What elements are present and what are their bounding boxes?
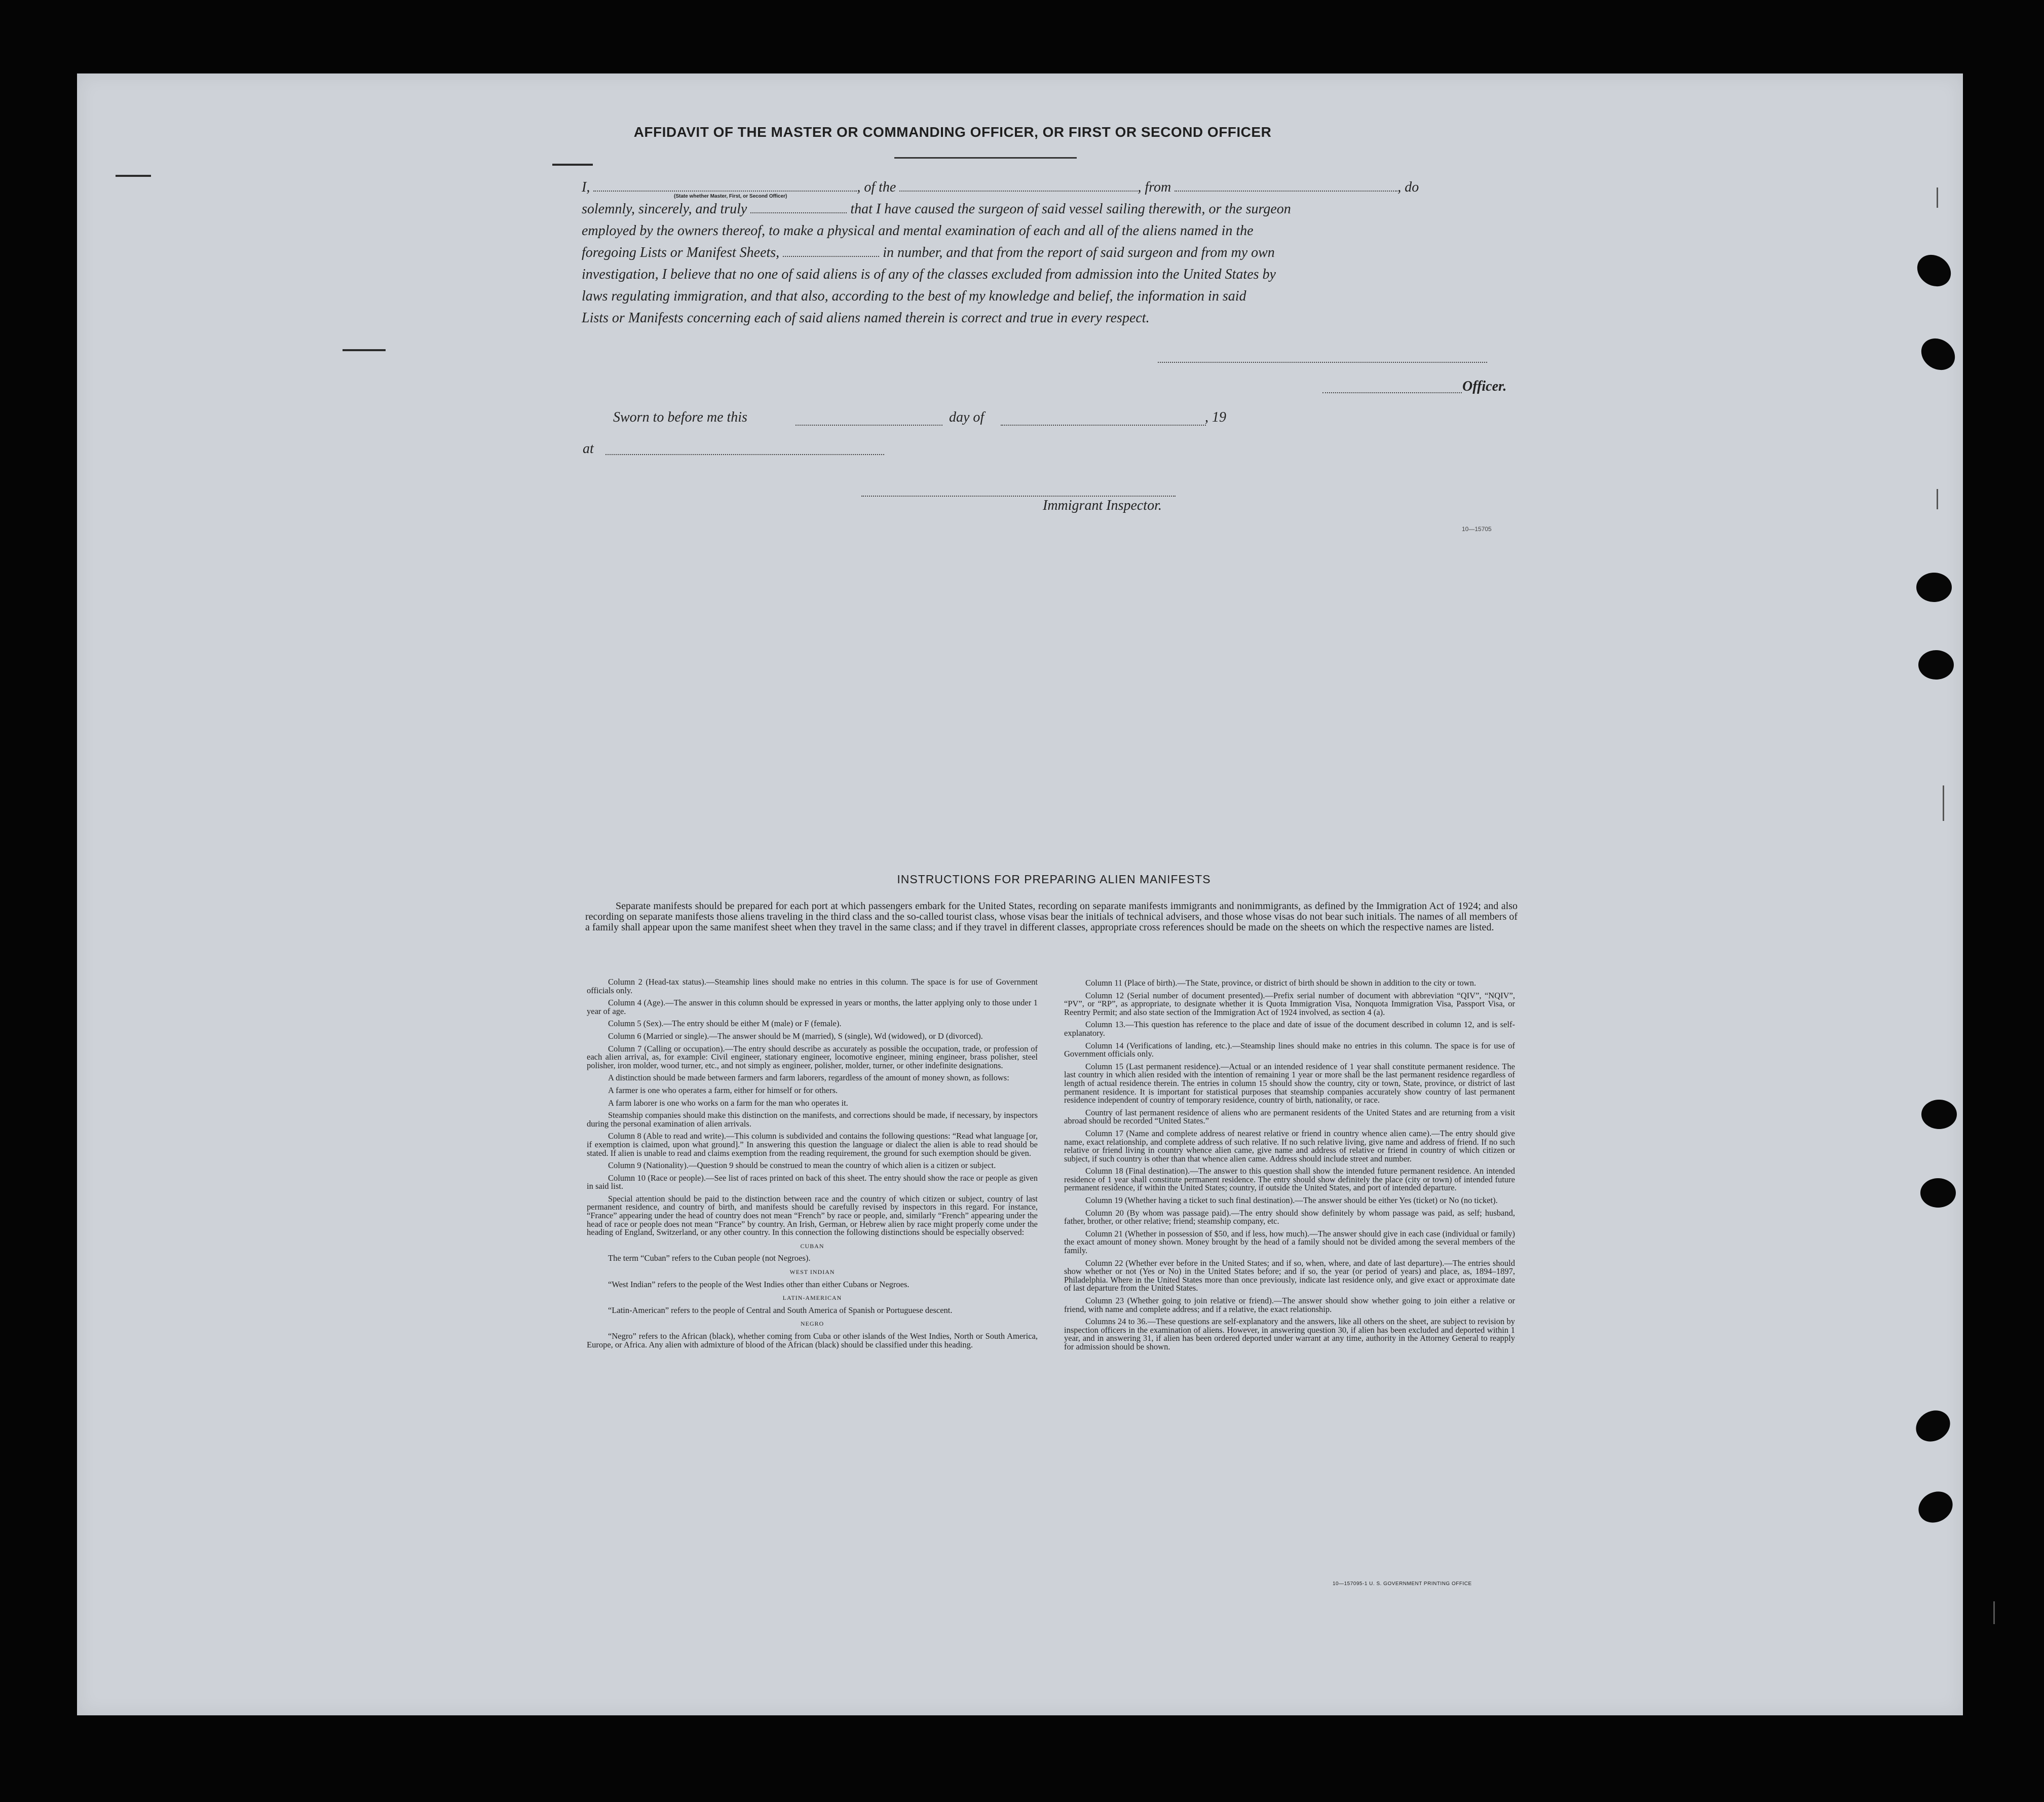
instructions-title: INSTRUCTIONS FOR PREPARING ALIEN MANIFESTS [897,873,1211,886]
instruction-paragraph: Column 5 (Sex).—The entry should be either M (male) or F (female). [608,1019,842,1029]
inspector-label: Immigrant Inspector. [1043,498,1162,513]
instruction-paragraph: Columns 24 to 36.—These questions are self-explanatory and the answers, like all others on the sheet, are subject to revision by inspection officers in the examination of aliens. However, in answering question 30, if alien has been excluded and deported within 1 year, and in answering 31, if alien has been ordered deported under warrant at any time, authority in the Attorney General to reapply for admission should be shown. [1064,1317,1515,1352]
inspector-signature-line[interactable] [861,495,1176,497]
affidavit-of: , of the [857,179,896,195]
affidavit-line3: employed by the owners thereof, to make a physical and mental examination of each and all of the aliens named in the [582,223,1254,239]
stray-mark [343,349,386,351]
instruction-paragraph: Steamship companies should make this distinction on the manifests, and corrections should be made, if necessary, by inspectors during the personal examination of alien arrivals. [587,1110,1038,1129]
stray-mark [552,164,593,166]
instruction-paragraph: Special attention should be paid to the distinction between race and the country of which citizen or subject, country of last permanent residence, and country of birth, and manifests should be carefully revised by inspectors in this regard. For instance, “France” appearing under the head of country does not mean “French” by race or people, and, similarly “French” appearing under the head of race or people does not mean “France” by country. An Irish, German, or Hebrew alien by race might properly come under the heading of England, Switzerland, or any other country. In this connection the following distinctions should be especially observed: [587,1193,1038,1237]
sheet-count-field[interactable] [783,253,879,257]
stray-mark [116,175,151,177]
instruction-paragraph: Column 23 (Whether going to join relative or friend).—The answer should show whether going to join either a relative or friend, with name and complete address; and if a relative, the exact relationship. [1064,1296,1515,1314]
officer-label: Officer. [1462,379,1507,394]
instruction-paragraph: Column 11 (Place of birth).—The State, province, or district of birth should be shown in addition to the city or town. [1085,978,1477,988]
sworn-day-field[interactable] [796,424,942,426]
affidavit-do: , do [1397,179,1419,195]
instruction-paragraph: Column 14 (Verifications of landing, etc.).—Steamship lines should make no entries in this column. The space is for use of Government officials only. [1064,1040,1515,1059]
subheading-latin-american: LATIN-AMERICAN [782,1294,842,1302]
affidavit-line7: Lists or Manifests concerning each of said aliens named therein is correct and true in every respect. [582,310,1150,326]
instruction-paragraph: Column 4 (Age).—The answer in this column should be expressed in years or months, the latter applying only to those under 1 year of age. [587,998,1038,1016]
edge-tick [1937,187,1938,208]
instruction-paragraph: Column 6 (Married or single).—The answer should be M (married), S (single), Wd (widowed), or D (divorced). [608,1031,983,1041]
instruction-paragraph: Column 18 (Final destination).—The answer to this question shall show the intended future permanent residence. An intended residence of 1 year shall constitute permanent residence. The entry should show definitely the place (city or town) of intended future permanent residence, if within the United States; country, if outside the United States, and port of intended departure. [1064,1166,1515,1193]
subheading-cuban: CUBAN [800,1242,824,1250]
rank-note: (State whether Master, First, or Second Officer) [674,194,787,199]
definition-negro: “Negro” refers to the African (black), whether coming from Cuba or other islands of the West Indies, North or South America, Europe, or Africa. Any alien with admixture of blood of the African (black) should be classified under this heading. [587,1331,1038,1349]
affidavit-i: I, [582,179,590,195]
printing-office-code: 10—157095-1 U. S. GOVERNMENT PRINTING OFFICE [1333,1581,1472,1587]
subheading-west-indian: WEST INDIAN [789,1268,835,1276]
affidavit-line5: investigation, I believe that no one of said aliens is of any of the classes excluded from admission into the United States by [582,267,1276,282]
binder-hole [1918,650,1954,680]
instruction-paragraph: Column 15 (Last permanent residence).—Actual or an intended residence of 1 year shall constitute permanent residence. The last country in which alien resided with the intention of remaining 1 year or more shall be the last permanent residence regardless of length of actual residence therein. The entries in column 15 should show the country, city or town, State, province, or district of last permanent residence. It is important for statistical purposes that steamship companies accurately show country of last permanent residence independent of country of temporary residence, country of birth, nationality, or race. [1064,1061,1515,1105]
definition-latin-american: “Latin-American” refers to the people of Central and South America of Spanish or Portuguese descent. [608,1305,953,1315]
officer-rank-field[interactable] [593,187,857,192]
affidavit-from: , from [1138,179,1171,195]
affidavit-title: AFFIDAVIT OF THE MASTER OR COMMANDING OFFICER, OR FIRST OR SECOND OFFICER [633,124,1272,140]
vessel-field[interactable] [899,187,1138,192]
instruction-paragraph: A farmer is one who operates a farm, either for himself or for others. [608,1085,838,1095]
instruction-paragraph: Column 9 (Nationality).—Question 9 should be construed to mean the country of which alien is a citizen or subject. [608,1160,996,1171]
year-label: , 19 [1205,409,1226,425]
affidavit-line6: laws regulating immigration, and that also, according to the best of my knowledge and belief, the information in said [582,288,1246,304]
definition-west-indian: “West Indian” refers to the people of the West Indies other than either Cubans or Negroes. [608,1279,910,1289]
subheading-negro: NEGRO [800,1320,824,1328]
affidavit-line2b: that I have caused the surgeon of said vessel sailing therewith, or the surgeon [850,201,1291,217]
affidavit-text [582,176,1514,329]
oath-field[interactable] [750,209,847,213]
instruction-paragraph: Column 7 (Calling or occupation).—The entry should describe as accurately as possible the occupation, trade, or profession of each alien arrival, as, for example: Civil engineer, stationary engineer, locomotive engineer, mining engineer, brass polisher, steel polisher, iron molder, wood turner, etc., and not simply as engineer, polisher, molder, turner, or other indefinite designations. [587,1043,1038,1070]
instruction-paragraph: Column 10 (Race or people).—See list of races printed on back of this sheet. The entry should show the race or people as given in said list. [587,1173,1038,1191]
instruction-paragraph: Column 13.—This question has reference to the place and date of issue of the document described in column 12, and is self-explanatory. [1064,1020,1515,1038]
instructions-right-column [1064,979,1515,1356]
form-code: 10—15705 [1462,525,1492,533]
officer-title-line[interactable] [1322,391,1462,393]
instruction-paragraph: A distinction should be made between farmers and farm laborers, regardless of the amount of money shown, as follows: [608,1073,1009,1083]
binder-hole [1920,1178,1956,1208]
sworn-month-field[interactable] [1001,424,1206,426]
sworn-place-field[interactable] [605,453,884,455]
instruction-paragraph: A farm laborer is one who works on a farm for the man who operates it. [608,1098,848,1108]
at-label: at [583,441,594,457]
instruction-paragraph: Column 21 (Whether in possession of $50, and if less, how much).—The answer should give in each case (individual or family) the exact amount of money shown. Money brought by the head of a family should not be divided among the several members of the family. [1064,1228,1515,1256]
affidavit-line4a: foregoing Lists or Manifest Sheets, [582,245,780,260]
edge-tick [1937,489,1938,509]
instruction-paragraph: Column 12 (Serial number of document presented).—Prefix serial number of document with abbreviation “QIV”, “NQIV”, “PV”, or “RP”, as appropriate, to designate whether it is Quota Immigration Visa, Nonquota Immigration Visa, Passport Visa, or Reentry Permit; and also state section of the Immigration Act of 1924 involved, as section 4 (a). [1064,990,1515,1017]
binder-hole [1916,573,1952,602]
instructions-intro: Separate manifests should be prepared for each port at which passengers embark for the United States, recording on separate manifests immigrants and nonimmigrants, as defined by the Immigration Act of 1924; and also recording on separate manifests those aliens traveling in the third class and the so-called tourist class, whose visas bear the initials of technical advisers, and those whose visas do not bear such initials. The names of all members of a family shall appear upon the same manifest sheet when they travel in the same class; and if they travel in different classes, appropriate cross references should be made on the sheets on which the respective names are listed. [585,900,1518,933]
day-of-label: day of [949,409,985,425]
instructions-left-column [587,978,1038,1353]
title-underline [894,157,1077,159]
affidavit-line4b: in number, and that from the report of said surgeon and from my own [883,245,1275,260]
officer-signature-line[interactable] [1158,361,1487,363]
instruction-paragraph: Column 2 (Head-tax status).—Steamship lines should make no entries in this column. The space is for use of Government officials only. [587,977,1038,995]
instruction-paragraph: Column 22 (Whether ever before in the United States; and if so, when, where, and date of last departure).—The entries should show whether or not (Yes or No) in the United States before; and if so, the year (or period of years) and place, as, 1894–1897, Philadelphia. Where in the United States more than once previously, indicate last residence only, and give exact or approximate date of last departure from the United States. [1064,1258,1515,1293]
instruction-paragraph: Country of last permanent residence of aliens who are permanent residents of the United States and are returning from a visit abroad should be recorded “United States.” [1064,1107,1515,1126]
definition-cuban: The term “Cuban” refers to the Cuban people (not Negroes). [608,1253,811,1263]
from-port-field[interactable] [1175,187,1397,192]
affidavit-line2a: solemnly, sincerely, and truly [582,201,747,217]
instruction-paragraph: Column 20 (By whom was passage paid).—The entry should show definitely by whom passage was paid, as self; husband, father, brother, or other relative; friend; steamship company, etc. [1064,1208,1515,1226]
binder-hole [1921,1100,1957,1129]
edge-tick [1943,785,1944,821]
instruction-paragraph: Column 17 (Name and complete address of nearest relative or friend in country whence alien came).—The entry should give name, exact relationship, and complete address of such relative. If no such relative living, give name and address of friend. If no such relative or friend living in country whence alien came, give name and address of relative or friend in country of which citizen or subject, if such country is other than that whence alien came. Address should include street and number. [1064,1128,1515,1163]
edge-tick [1993,1601,1995,1624]
instruction-paragraph: Column 8 (Able to read and write).—This column is subdivided and contains the following questions: “Read what language [or, if exemption is claimed, upon what ground].” In answering this question the language or dialect the alien is able to read should be stated. If alien is unable to read and claims exemption from the reading requirement, the ground for such exemption should be given. [587,1131,1038,1158]
sworn-label: Sworn to before me this [613,409,747,425]
instruction-paragraph: Column 19 (Whether having a ticket to such final destination).—The answer should be either Yes (ticket) or No (no ticket). [1085,1195,1498,1206]
